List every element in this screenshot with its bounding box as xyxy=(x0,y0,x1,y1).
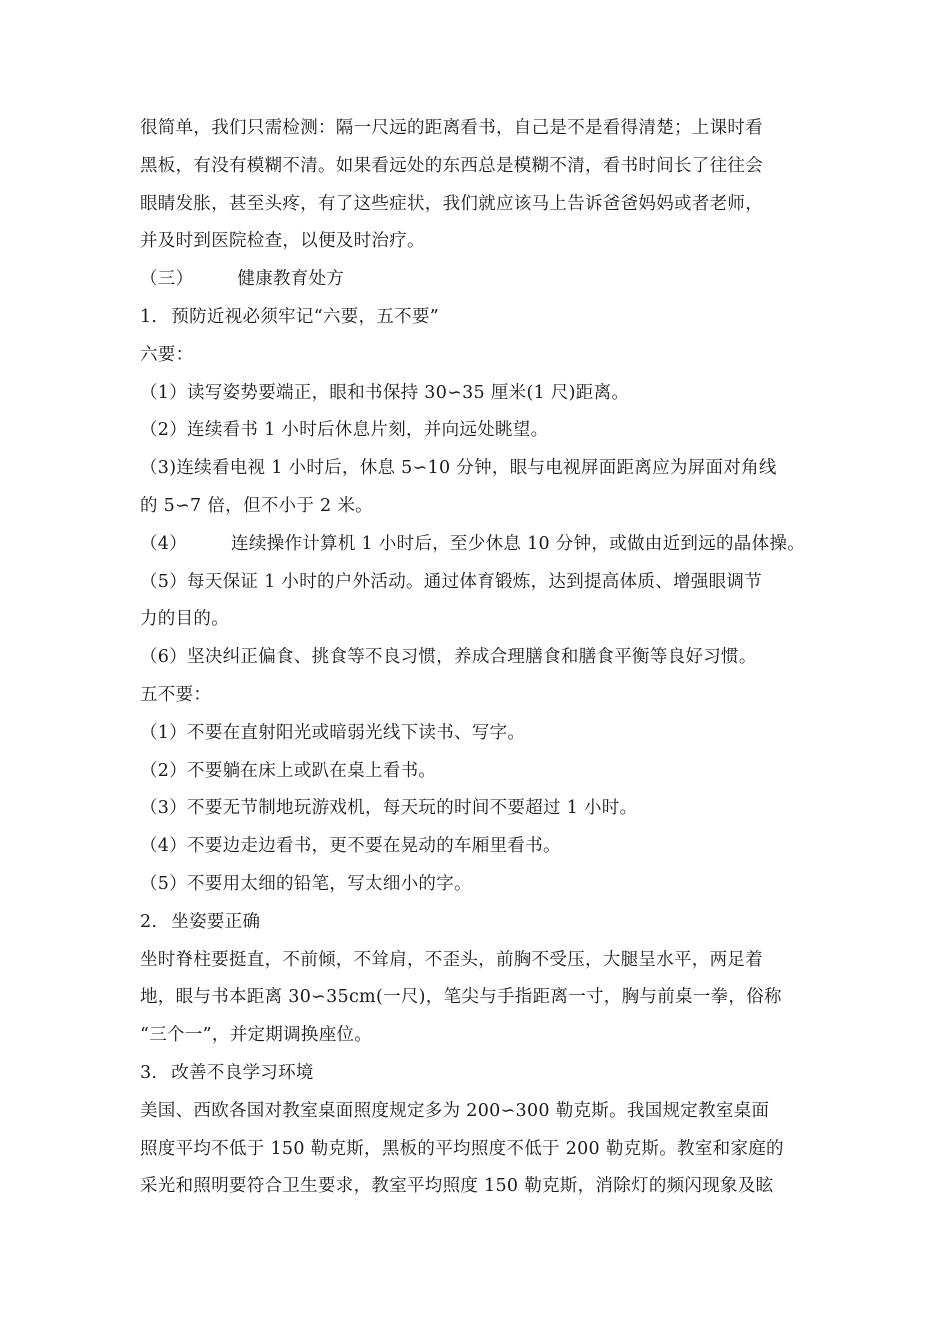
paragraph-line: 地，眼与书本距离 30∽35cm(一尺)，笔尖与手指距离一寸，胸与前桌一拳，俗称 xyxy=(140,987,782,1008)
list-item: （6）坚决纠正偏食、挑食等不良习惯，养成合理膳食和膳食平衡等良好习惯。 xyxy=(140,647,757,668)
six-heading: 六要： xyxy=(140,344,194,365)
section-number: （三） xyxy=(140,269,194,290)
subsection-title: 预防近视必须牢记“六要，五不要” xyxy=(171,306,439,327)
list-item: （3)连续看电视 1 小时后，休息 5∽10 分钟，眼与电视屏面距离应为屏面对角线 xyxy=(140,458,777,479)
list-item: （1）读写姿势要端正，眼和书保持 30∽35 厘米(1 尺)距离。 xyxy=(140,382,630,403)
list-item-continuation: 的 5∽7 倍，但不小于 2 米。 xyxy=(140,495,373,516)
paragraph-line: 并及时到医院检查，以便及时治疗。 xyxy=(140,231,425,252)
subsection-heading xyxy=(140,904,820,942)
list-item: （3）不要无节制地玩游戏机，每天玩的时间不要超过 1 小时。 xyxy=(140,798,638,819)
subsection-number: 1. xyxy=(140,306,158,327)
list-item: （2）不要躺在床上或趴在桌上看书。 xyxy=(140,760,437,781)
paragraph-line: “三个一”，并定期调换座位。 xyxy=(140,1025,373,1046)
section-heading xyxy=(140,261,820,299)
list-item-number: （4） xyxy=(140,533,188,554)
list-item-continuation: 力的目的。 xyxy=(140,609,229,630)
list-item: （2）连续看书 1 小时后休息片刻，并向远处眺望。 xyxy=(140,420,549,441)
paragraph-line: 眼睛发胀，甚至头疼，有了这些症状，我们就应该马上告诉爸爸妈妈或者老师， xyxy=(140,193,763,214)
list-item: （4）不要边走边看书，更不要在晃动的车厢里看书。 xyxy=(140,836,561,857)
list-item: （1）不要在直射阳光或暗弱光线下读书、写字。 xyxy=(140,722,526,743)
subsection-title: 坐姿要正确 xyxy=(171,911,261,932)
paragraph-line: 采光和照明要符合卫生要求，教室平均照度 150 勒克斯，消除灯的频闪现象及眩 xyxy=(140,1176,774,1197)
subsection-number: 3. xyxy=(140,1062,158,1083)
paragraph-line: 照度平均不低于 150 勒克斯，黑板的平均照度不低于 200 勒克斯。教室和家庭的 xyxy=(140,1138,784,1159)
subsection-number: 2. xyxy=(140,911,158,932)
paragraph-line: 坐时脊柱要挺直，不前倾，不耸肩，不歪头，前胸不受压，大腿呈水平，两足着 xyxy=(140,949,763,970)
list-item xyxy=(140,526,820,564)
paragraph-line: 美国、西欧各国对教室桌面照度规定多为 200∽300 勒克斯。我国规定教室桌面 xyxy=(140,1100,770,1121)
subsection-title: 改善不良学习环境 xyxy=(171,1062,314,1083)
paragraph-line: 很简单，我们只需检测：隔一尺远的距离看书，自己是不是看得清楚；上课时看 xyxy=(140,118,763,138)
section-title: 健康教育处方 xyxy=(237,269,345,290)
paragraph-line: 黑板，有没有模糊不清。如果看远处的东西总是模糊不清，看书时间长了往往会 xyxy=(140,155,763,176)
list-item-text: 连续操作计算机 1 小时后，至少休息 10 分钟，或做由近到远的晶体操。 xyxy=(231,533,805,554)
five-heading: 五不要： xyxy=(140,684,212,705)
list-item: （5）不要用太细的铅笔，写太细小的字。 xyxy=(140,873,472,894)
list-item: （5）每天保证 1 小时的户外活动。通过体育锻炼，达到提高体质、增强眼调节 xyxy=(140,571,762,592)
subsection-heading xyxy=(140,299,820,337)
document-body xyxy=(140,110,820,1206)
subsection-heading xyxy=(140,1055,820,1093)
